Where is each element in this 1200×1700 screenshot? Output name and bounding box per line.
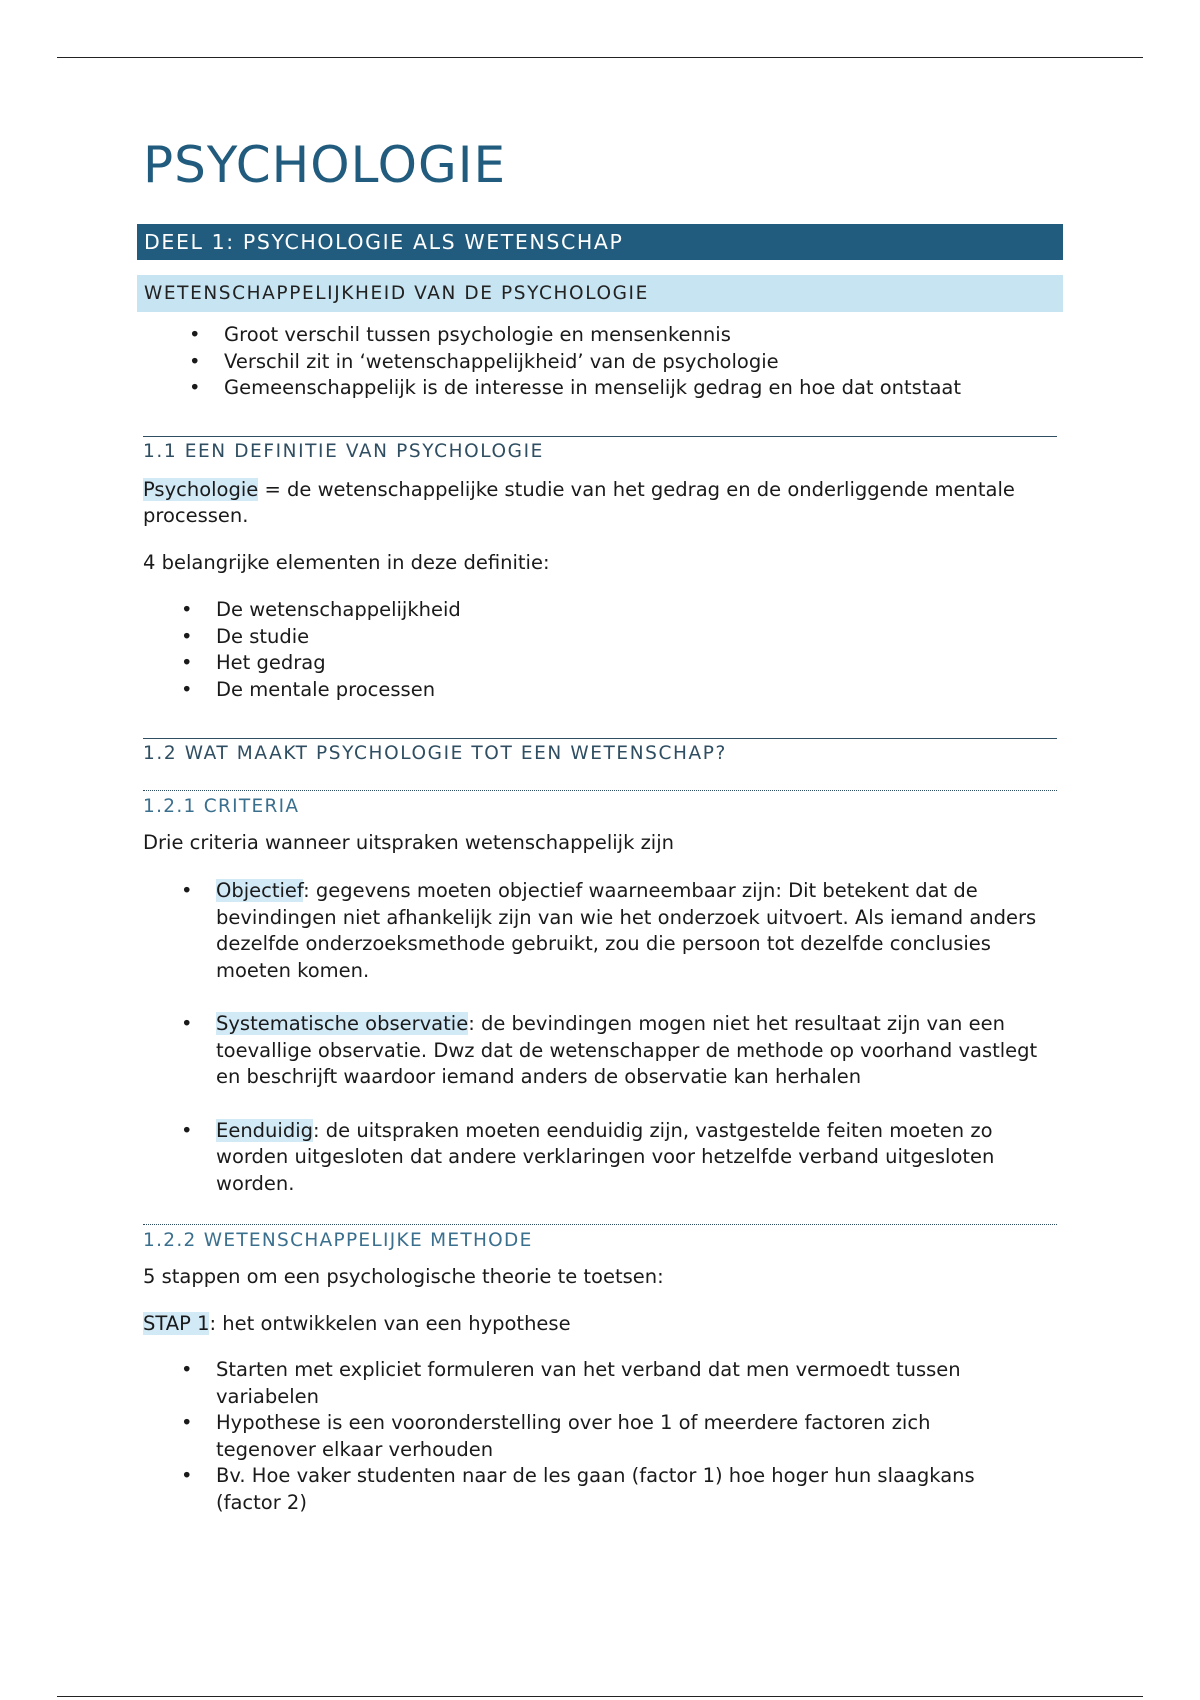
list-item: • Bv. Hoe vaker studenten naar de les gaan (factor 1) hoe hoger hun slaagkans (factor 2) [216, 1463, 996, 1516]
subsection-heading-1-2-1 [143, 790, 1057, 817]
step-1-bullet-list [216, 1357, 996, 1516]
subsection-heading-text: 1.2.1 CRITERIA [143, 796, 300, 817]
list-item: • Verschil zit in ‘wetenschappelijkheid’ van de psychologie [224, 349, 1054, 376]
section-heading-text: 1.2 WAT MAAKT PSYCHOLOGIE TOT EEN WETENSCHAP? [143, 743, 727, 764]
criterion-item [216, 1011, 1054, 1091]
section-heading-1-1 [143, 436, 1057, 462]
criterion-item [216, 1118, 1054, 1198]
chapter-heading: WETENSCHAPPELIJKHEID VAN DE PSYCHOLOGIE [137, 275, 1063, 312]
section-heading-text: 1.1 EEN DEFINITIE VAN PSYCHOLOGIE [143, 441, 544, 462]
criteria-intro: Drie criteria wanneer uitspraken wetenschappelijk zijn [143, 831, 674, 854]
list-item: • Starten met expliciet formuleren van het verband dat men vermoedt tussen variabelen [216, 1357, 996, 1410]
criterion-term: Eenduidig [216, 1118, 314, 1142]
document-title: PSYCHOLOGIE [143, 136, 507, 194]
subsection-heading-text: 1.2.2 WETENSCHAPPELIJKE METHODE [143, 1230, 533, 1251]
method-intro: 5 stappen om een psychologische theorie te toetsen: [143, 1265, 664, 1288]
criterion-item [216, 878, 1054, 984]
criteria-list [216, 878, 1054, 1197]
list-item: • De wetenschappelijkheid [216, 597, 1054, 624]
elements-list [216, 597, 1054, 703]
step-1-term: STAP 1 [143, 1312, 210, 1335]
list-item: • De mentale processen [216, 677, 1054, 704]
subsection-heading-1-2-2 [143, 1224, 1057, 1251]
part-heading: DEEL 1: PSYCHOLOGIE ALS WETENSCHAP [137, 224, 1063, 260]
definition-term: Psychologie [143, 478, 259, 501]
criterion-term: Objectief [216, 879, 304, 902]
list-item: • Het gedrag [216, 650, 1054, 677]
intro-bullet-list [224, 322, 1054, 402]
elements-intro: 4 belangrijke elementen in deze definitie: [143, 551, 550, 574]
criterion-text: : gegevens moeten objectief waarneembaar zijn: Dit betekent dat de bevindingen niet afhankelijk zijn van wie het onderzoek uitvoert. Als iemand anders dezelfde onderzoeksmethode gebruikt, zou die persoon tot dezelfde conclusies moeten komen. [216, 879, 1037, 982]
criterion-text: : de uitspraken moeten eenduidig zijn, vastgestelde feiten moeten zo worden uitgesloten dat andere verklaringen voor hetzelfde verband uitgesloten worden. [216, 1118, 995, 1195]
page-top-rule [57, 57, 1143, 58]
step-1-text: : het ontwikkelen van een hypothese [209, 1312, 571, 1335]
page-bottom-rule [57, 1696, 1143, 1697]
list-item: • Hypothese is een vooronderstelling over hoe 1 of meerdere factoren zich tegenover elkaar verhouden [216, 1410, 996, 1463]
criterion-term: Systematische observatie [216, 1012, 469, 1035]
definition-paragraph [143, 477, 1057, 529]
list-item: • Gemeenschappelijk is de interesse in menselijk gedrag en hoe dat ontstaat [224, 375, 1054, 402]
step-1-paragraph [143, 1311, 1057, 1337]
section-heading-1-2 [143, 738, 1057, 764]
list-item: • De studie [216, 624, 1054, 651]
definition-text: = de wetenschappelijke studie van het gedrag en de onderliggende mentale processen. [143, 478, 1015, 527]
list-item: • Groot verschil tussen psychologie en mensenkennis [224, 322, 1054, 349]
criterion-text: : de bevindingen mogen niet het resultaat zijn van een toevallige observatie. Dwz dat de wetenschapper de methode op voorhand vastlegt en beschrijft waardoor iemand anders de observatie kan herhalen [216, 1012, 1038, 1088]
